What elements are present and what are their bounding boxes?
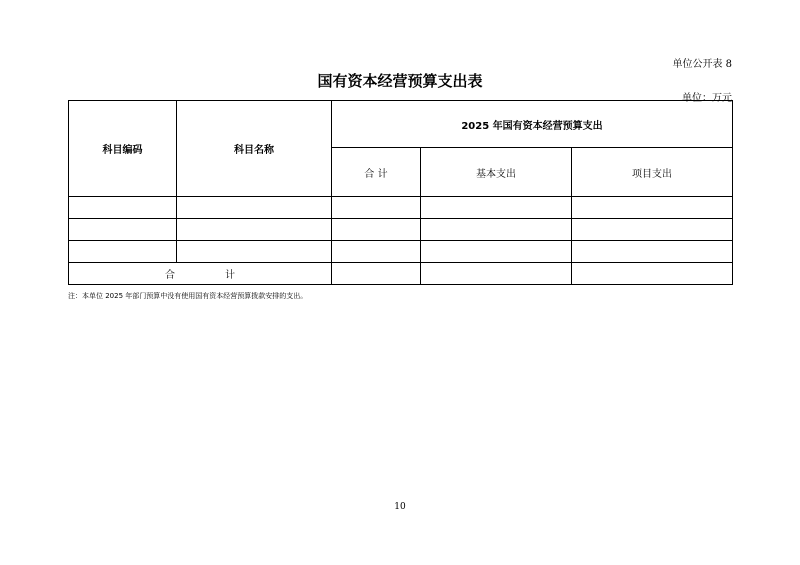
- total-label-left: 合: [165, 270, 175, 281]
- table-cell: [332, 219, 421, 241]
- table-cell: [332, 241, 421, 263]
- total-project-cell: [572, 263, 733, 285]
- total-cell: [332, 263, 421, 285]
- table-cell: [421, 197, 572, 219]
- footnote: 注：本单位 2025 年部门预算中没有使用国有资本经营预算拨款安排的支出。: [68, 292, 308, 300]
- column-header-code: 科目编码: [69, 101, 177, 197]
- table-cell: [332, 197, 421, 219]
- table-cell: [177, 219, 332, 241]
- table-cell: [572, 241, 733, 263]
- column-header-basic: 基本支出: [421, 148, 572, 197]
- table-id-label: 单位公开表 8: [672, 59, 732, 70]
- table-cell: [421, 219, 572, 241]
- table-cell: [177, 197, 332, 219]
- table-cell: [572, 197, 733, 219]
- total-label-right: 计: [225, 270, 235, 281]
- total-row: [69, 263, 733, 285]
- page-title: 国有资本经营预算支出表: [317, 72, 483, 90]
- group-header-expenditure: 2025 年国有资本经营预算支出: [332, 101, 733, 148]
- table-cell: [69, 241, 177, 263]
- budget-table: [68, 100, 733, 285]
- column-header-project: 项目支出: [572, 148, 733, 197]
- page-number: 10: [394, 502, 406, 512]
- table-cell: [69, 197, 177, 219]
- total-row-label: [69, 263, 332, 285]
- table-row: [69, 241, 733, 263]
- table-row: [69, 197, 733, 219]
- column-header-name: 科目名称: [177, 101, 332, 197]
- total-basic-cell: [421, 263, 572, 285]
- table-cell: [69, 219, 177, 241]
- table-cell: [572, 219, 733, 241]
- header-row-1: [69, 101, 733, 148]
- table-cell: [177, 241, 332, 263]
- unit-label: 单位：万元: [682, 93, 732, 104]
- table-cell: [421, 241, 572, 263]
- table-row: [69, 219, 733, 241]
- column-header-total: 合 计: [332, 148, 421, 197]
